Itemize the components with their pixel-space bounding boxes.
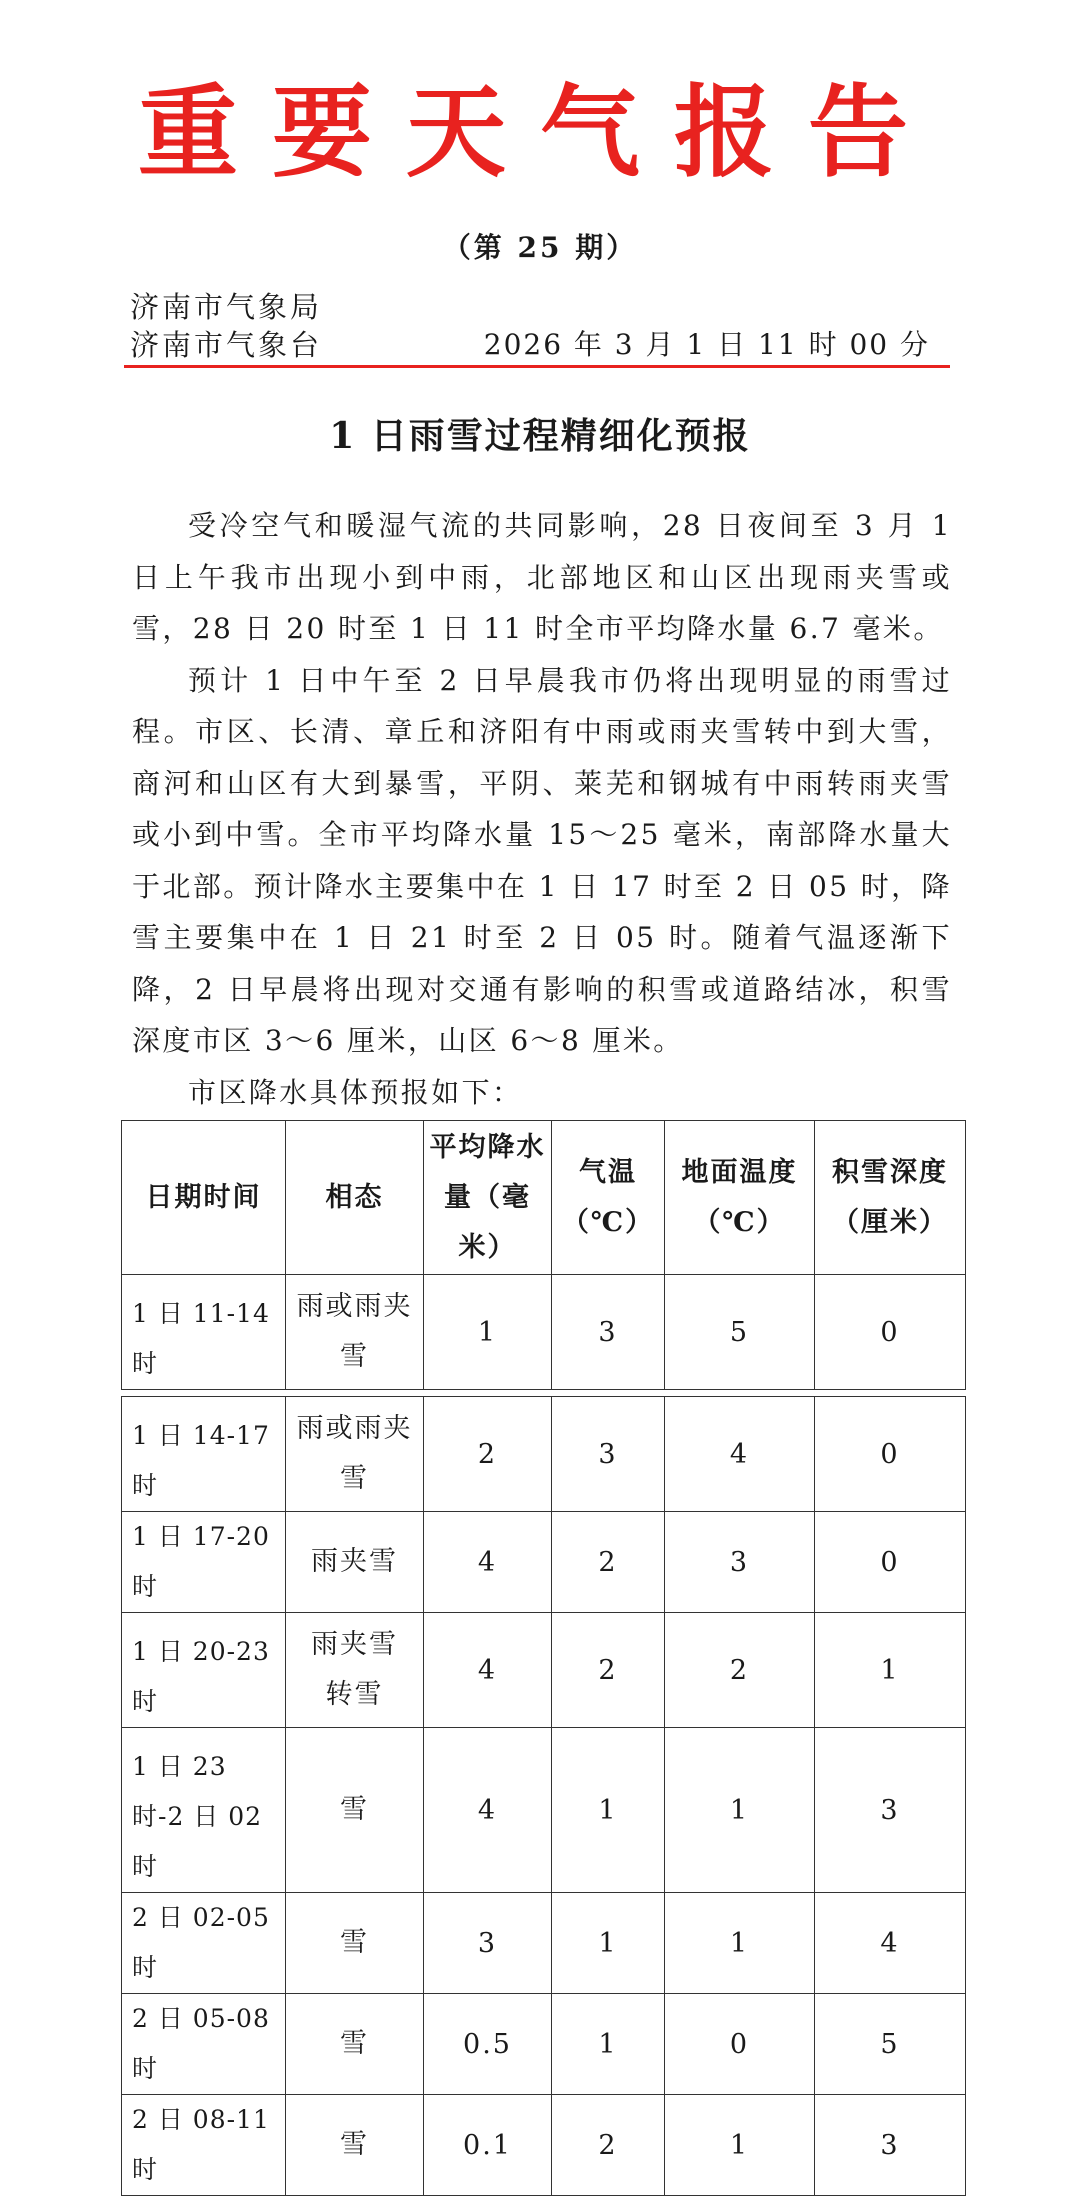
red-divider bbox=[124, 365, 950, 368]
table-header-row bbox=[122, 1121, 966, 1275]
cell-precip: 1 bbox=[424, 1275, 552, 1390]
table-row bbox=[122, 1512, 966, 1613]
table-row bbox=[122, 1994, 966, 2095]
issue-datetime: 2026 年 3 月 1 日 11 时 00 分 bbox=[483, 328, 930, 361]
cell-precip: 4 bbox=[424, 1613, 552, 1728]
header-precip: 平均降水量（毫米） bbox=[424, 1121, 552, 1275]
cell-time: 1 日 11-14 时 bbox=[122, 1275, 286, 1390]
cell-phase: 雨或雨夹雪 bbox=[286, 1397, 424, 1512]
cell-snow: 0 bbox=[815, 1275, 966, 1390]
cell-snow: 5 bbox=[815, 1994, 966, 2095]
cell-temp: 1 bbox=[552, 1893, 665, 1994]
paragraph: 市区降水具体预报如下： bbox=[188, 1075, 523, 1109]
cell-ground: 1 bbox=[665, 1728, 815, 1893]
table-row bbox=[122, 1275, 966, 1390]
cell-ground: 1 bbox=[665, 1893, 815, 1994]
forecast-table-part2 bbox=[121, 1396, 966, 2196]
cell-time: 1 日 17-20 时 bbox=[122, 1512, 286, 1613]
issuer-bureau: 济南市气象局 bbox=[130, 290, 323, 324]
cell-snow: 3 bbox=[815, 2095, 966, 2196]
cell-phase: 雨夹雪 bbox=[286, 1512, 424, 1613]
issuer-observatory: 济南市气象台 bbox=[130, 328, 323, 362]
cell-phase: 雪 bbox=[286, 2095, 424, 2196]
table-row bbox=[122, 2095, 966, 2196]
cell-time: 2 日 05-08 时 bbox=[122, 1994, 286, 2095]
cell-ground: 1 bbox=[665, 2095, 815, 2196]
cell-temp: 3 bbox=[552, 1397, 665, 1512]
cell-snow: 4 bbox=[815, 1893, 966, 1994]
table-row bbox=[122, 1893, 966, 1994]
table-row bbox=[122, 1613, 966, 1728]
table-row bbox=[122, 1728, 966, 1893]
cell-ground: 3 bbox=[665, 1512, 815, 1613]
cell-ground: 0 bbox=[665, 1994, 815, 2095]
cell-time: 2 日 02-05 时 bbox=[122, 1893, 286, 1994]
cell-ground: 2 bbox=[665, 1613, 815, 1728]
cell-ground: 4 bbox=[665, 1397, 815, 1512]
cell-snow: 0 bbox=[815, 1512, 966, 1613]
cell-precip: 4 bbox=[424, 1512, 552, 1613]
cell-temp: 2 bbox=[552, 2095, 665, 2196]
header-ground-temp: 地面温度（℃） bbox=[665, 1121, 815, 1275]
header-snow-depth: 积雪深度（厘米） bbox=[815, 1121, 966, 1275]
cell-phase: 雨或雨夹雪 bbox=[286, 1275, 424, 1390]
cell-precip: 0.1 bbox=[424, 2095, 552, 2196]
issue-number: （第 25 期） bbox=[442, 231, 638, 264]
cell-snow: 0 bbox=[815, 1397, 966, 1512]
cell-time: 1 日 14-17 时 bbox=[122, 1397, 286, 1512]
cell-precip: 0.5 bbox=[424, 1994, 552, 2095]
forecast-table-part1 bbox=[121, 1120, 966, 1390]
paragraph: 受冷空气和暖湿气流的共同影响，28 日夜间至 3 月 1 日上午我市出现小到中雨，北部地区和山区出现雨夹雪或雪，28 日 20 时至 1 日 11 时全市平均降水量 6.7 毫米。 bbox=[132, 509, 952, 645]
paragraph: 预计 1 日中午至 2 日早晨我市仍将出现明显的雨雪过程。市区、长清、章丘和济阳有中雨或雨夹雪转中到大雪，商河和山区有大到暴雪，平阴、莱芜和钢城有中雨转雨夹雪或小到中雪。全市平均降水量 15～25 毫米，南部降水量大于北部。预计降水主要集中在 1 日 17 时至 2 日 05 时，降雪主要集中在 1 日 21 时至 2 日 05 时。随着气温逐渐下降，2 日早晨将出现对交通有影响的积雪或道路结冰，积雪深度市区 3～6 厘米，山区 6～8 厘米。 bbox=[132, 663, 952, 1057]
cell-temp: 3 bbox=[552, 1275, 665, 1390]
cell-temp: 2 bbox=[552, 1512, 665, 1613]
cell-snow: 3 bbox=[815, 1728, 966, 1893]
header-phase: 相态 bbox=[286, 1121, 424, 1275]
cell-temp: 1 bbox=[552, 1728, 665, 1893]
cell-phase: 雪 bbox=[286, 1994, 424, 2095]
cell-ground: 5 bbox=[665, 1275, 815, 1390]
cell-precip: 4 bbox=[424, 1728, 552, 1893]
cell-temp: 2 bbox=[552, 1613, 665, 1728]
cell-temp: 1 bbox=[552, 1994, 665, 2095]
cell-precip: 2 bbox=[424, 1397, 552, 1512]
cell-snow: 1 bbox=[815, 1613, 966, 1728]
cell-phase: 雪 bbox=[286, 1893, 424, 1994]
report-title: 重要天气报告 bbox=[138, 73, 942, 191]
document-body bbox=[132, 500, 952, 1118]
cell-time: 1 日 20-23 时 bbox=[122, 1613, 286, 1728]
header-temp: 气温（℃） bbox=[552, 1121, 665, 1275]
cell-time: 2 日 08-11 时 bbox=[122, 2095, 286, 2196]
cell-phase: 雨夹雪转雪 bbox=[286, 1613, 424, 1728]
cell-precip: 3 bbox=[424, 1893, 552, 1994]
header-datetime: 日期时间 bbox=[122, 1121, 286, 1275]
table-row bbox=[122, 1397, 966, 1512]
cell-time: 1 日 23 时-2 日 02 时 bbox=[122, 1728, 286, 1893]
cell-phase: 雪 bbox=[286, 1728, 424, 1893]
document-title: 1 日雨雪过程精细化预报 bbox=[329, 415, 751, 457]
